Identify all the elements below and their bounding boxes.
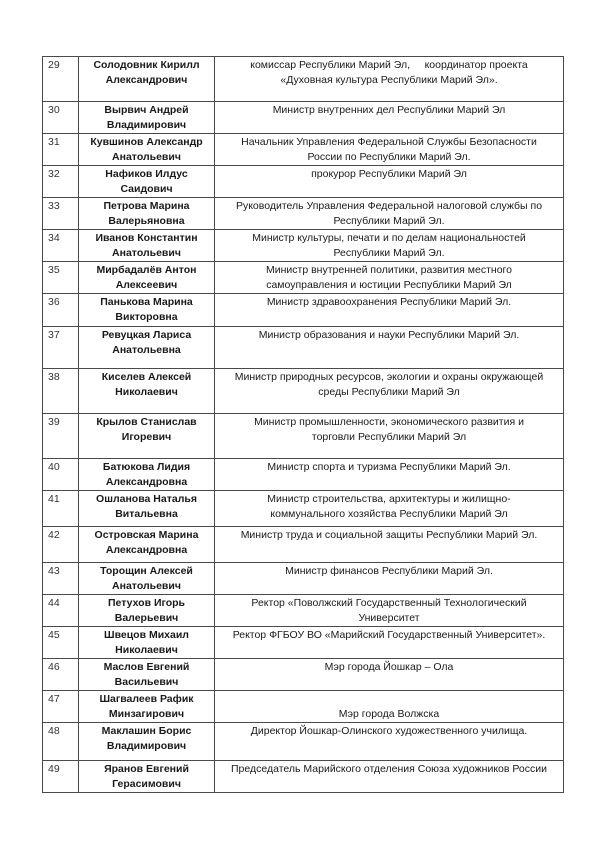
table-row <box>43 491 564 527</box>
table-row <box>43 659 564 691</box>
surname-firstname: Петрова Марина <box>103 200 190 212</box>
person-name-cell <box>79 761 215 793</box>
position-cell <box>215 659 564 691</box>
position-cell <box>215 262 564 294</box>
surname-firstname: Батюкова Лидия <box>102 461 191 473</box>
table-row <box>43 761 564 793</box>
person-name-cell <box>79 491 215 527</box>
position-cell <box>215 327 564 369</box>
position-cell <box>215 102 564 134</box>
patronymic: Игоревич <box>121 431 172 443</box>
table-row <box>43 57 564 102</box>
position-cell <box>215 230 564 262</box>
person-name-cell <box>79 414 215 459</box>
position-line-1: Министр финансов Республики Марий Эл. <box>285 565 493 577</box>
patronymic: Васильевич <box>114 676 179 688</box>
patronymic: Анатольевна <box>112 344 181 356</box>
surname-firstname: Торощин Алексей <box>100 565 193 577</box>
surname-firstname: Ревуцкая Лариса <box>101 329 192 341</box>
table-row <box>43 459 564 491</box>
position-line-2: Мэр города Волжска <box>338 708 440 720</box>
surname-firstname: Островская Марина <box>94 529 199 541</box>
person-name-cell <box>79 294 215 327</box>
position-cell <box>215 761 564 793</box>
surname-firstname: Нафиков Илдус <box>105 168 188 180</box>
officials-table-body <box>43 57 564 793</box>
position-line-2: самоуправления и юстиции Республики Марий Эл <box>266 279 512 291</box>
row-number: 44 <box>43 595 79 627</box>
patronymic: Александровна <box>105 476 188 488</box>
row-number: 45 <box>43 627 79 659</box>
surname-firstname: Киселев Алексей <box>101 371 192 383</box>
row-number: 29 <box>43 57 79 102</box>
row-number: 43 <box>43 563 79 595</box>
table-row <box>43 102 564 134</box>
patronymic: Анатольевич <box>112 580 181 592</box>
position-line-1: Министр внутренней политики, развития местного <box>266 264 512 276</box>
position-cell <box>215 527 564 563</box>
row-number: 35 <box>43 262 79 294</box>
patronymic: Минзагирович <box>108 708 185 720</box>
row-number: 40 <box>43 459 79 491</box>
table-row <box>43 327 564 369</box>
position-line-2: Республики Марий Эл. <box>333 215 445 227</box>
position-line-2: России по Республики Марий Эл. <box>307 151 471 163</box>
row-number: 39 <box>43 414 79 459</box>
surname-firstname: Маслов Евгений <box>103 661 190 673</box>
position-line-1: прокурор Республики Марий Эл <box>311 168 467 180</box>
person-name-cell <box>79 230 215 262</box>
person-name-cell <box>79 659 215 691</box>
person-name-cell <box>79 691 215 723</box>
table-row <box>43 166 564 198</box>
patronymic: Николаевич <box>115 386 178 398</box>
patronymic: Витальевна <box>115 508 178 520</box>
position-line-1: Министр внутренних дел Республики Марий Эл <box>272 104 506 116</box>
position-line-1: комиссар Республики Марий Эл, координатор проекта <box>250 59 528 71</box>
patronymic: Анатольевич <box>112 151 181 163</box>
row-number: 48 <box>43 723 79 761</box>
position-cell <box>215 414 564 459</box>
table-row <box>43 414 564 459</box>
person-name-cell <box>79 262 215 294</box>
person-name-cell <box>79 327 215 369</box>
person-name-cell <box>79 198 215 230</box>
position-line-2: торговли Республики Марий Эл <box>311 431 467 443</box>
surname-firstname: Иванов Константин <box>95 232 198 244</box>
surname-firstname: Швецов Михаил <box>104 629 189 641</box>
position-line-1: Ректор ФГБОУ ВО «Марийский Государственный Университет». <box>232 629 546 641</box>
table-row <box>43 230 564 262</box>
table-row <box>43 723 564 761</box>
patronymic: Валерьевич <box>114 612 179 624</box>
patronymic: Николаевич <box>115 644 178 656</box>
surname-firstname: Ошланова Наталья <box>96 493 197 505</box>
person-name-cell <box>79 102 215 134</box>
row-number: 32 <box>43 166 79 198</box>
position-line-1: Руководитель Управления Федеральной налоговой службы по <box>235 200 543 212</box>
position-cell <box>215 563 564 595</box>
row-number: 42 <box>43 527 79 563</box>
position-line-1: Министр промышленности, экономического развития и <box>254 416 524 428</box>
table-row <box>43 294 564 327</box>
row-number: 46 <box>43 659 79 691</box>
patronymic: Саидович <box>120 183 173 195</box>
person-name-cell <box>79 166 215 198</box>
row-number: 38 <box>43 369 79 414</box>
position-line-2: Университет <box>358 612 420 624</box>
row-number: 31 <box>43 134 79 166</box>
table-row <box>43 527 564 563</box>
surname-firstname: Панькова Марина <box>100 296 193 308</box>
person-name-cell <box>79 527 215 563</box>
position-line-2: «Духовная культура Республики Марий Эл». <box>280 74 498 86</box>
person-name-cell <box>79 369 215 414</box>
person-name-cell <box>79 627 215 659</box>
position-cell <box>215 166 564 198</box>
position-cell <box>215 57 564 102</box>
surname-firstname: Шагвалеев Рафик <box>99 693 194 705</box>
person-name-cell <box>79 723 215 761</box>
position-cell <box>215 491 564 527</box>
position-cell <box>215 459 564 491</box>
table-row <box>43 595 564 627</box>
table-row <box>43 198 564 230</box>
surname-firstname: Крылов Станислав <box>96 416 197 428</box>
position-cell <box>215 369 564 414</box>
position-line-1: Министр здравоохранения Республики Марий Эл. <box>266 296 512 308</box>
surname-firstname: Яранов Евгений <box>104 763 189 775</box>
surname-firstname: Петухов Игорь <box>107 597 186 609</box>
patronymic: Валерьяновна <box>108 215 185 227</box>
row-number: 34 <box>43 230 79 262</box>
position-line-1: Председатель Марийского отделения Союза художников России <box>231 763 547 775</box>
person-name-cell <box>79 134 215 166</box>
row-number: 41 <box>43 491 79 527</box>
position-line-1: Министр образования и науки Республики Марий Эл. <box>258 329 520 341</box>
person-name-cell <box>79 595 215 627</box>
row-number: 33 <box>43 198 79 230</box>
row-number: 49 <box>43 761 79 793</box>
table-row <box>43 262 564 294</box>
surname-firstname: Мирбадалёв Антон <box>96 264 197 276</box>
table-row <box>43 563 564 595</box>
position-cell <box>215 723 564 761</box>
surname-firstname: Маклашин Борис <box>101 725 192 737</box>
patronymic: Александрович <box>105 74 188 86</box>
position-line-1: Директор Йошкар-Олинского художественного училища. <box>250 725 528 737</box>
row-number: 36 <box>43 294 79 327</box>
position-cell <box>215 627 564 659</box>
position-line-1: Министр труда и социальной защиты Республики Марий Эл. <box>240 529 538 541</box>
table-row <box>43 691 564 723</box>
patronymic: Алексеевич <box>115 279 178 291</box>
surname-firstname: Солодовник Кирилл <box>93 59 200 71</box>
officials-table <box>42 56 564 793</box>
position-cell <box>215 198 564 230</box>
position-line-2: среды Республики Марий Эл <box>318 386 460 398</box>
patronymic: Александровна <box>105 544 188 556</box>
position-line-1: Министр спорта и туризма Республики Марий Эл. <box>267 461 511 473</box>
position-line-2: коммунального хозяйства Республики Марий Эл <box>270 508 508 520</box>
patronymic: Викторовна <box>115 311 178 323</box>
table-row <box>43 369 564 414</box>
position-line-2: Республики Марий Эл. <box>333 247 445 259</box>
table-row <box>43 134 564 166</box>
patronymic: Анатольевич <box>112 247 181 259</box>
person-name-cell <box>79 459 215 491</box>
table-row <box>43 627 564 659</box>
patronymic: Владимирович <box>106 740 187 752</box>
row-number: 37 <box>43 327 79 369</box>
position-cell <box>215 294 564 327</box>
position-line-1: Мэр города Йошкар – Ола <box>324 661 454 673</box>
position-line-1: Министр строительства, архитектуры и жилищно- <box>267 493 511 505</box>
position-line-1: Министр культуры, печати и по делам национальностей <box>252 232 526 244</box>
position-cell <box>215 595 564 627</box>
row-number: 47 <box>43 691 79 723</box>
position-line-1: Министр природных ресурсов, экологии и охраны окружающей <box>234 371 544 383</box>
surname-firstname: Кувшинов Александр <box>90 136 203 148</box>
position-line-1: Ректор «Поволжский Государственный Технологический <box>251 597 527 609</box>
patronymic: Владимирович <box>106 119 187 131</box>
position-cell <box>215 691 564 723</box>
patronymic: Герасимович <box>112 778 181 790</box>
person-name-cell <box>79 563 215 595</box>
person-name-cell <box>79 57 215 102</box>
position-line-1: Начальник Управления Федеральной Службы Безопасности <box>241 136 537 148</box>
position-cell <box>215 134 564 166</box>
row-number: 30 <box>43 102 79 134</box>
surname-firstname: Вырвич Андрей <box>104 104 189 116</box>
